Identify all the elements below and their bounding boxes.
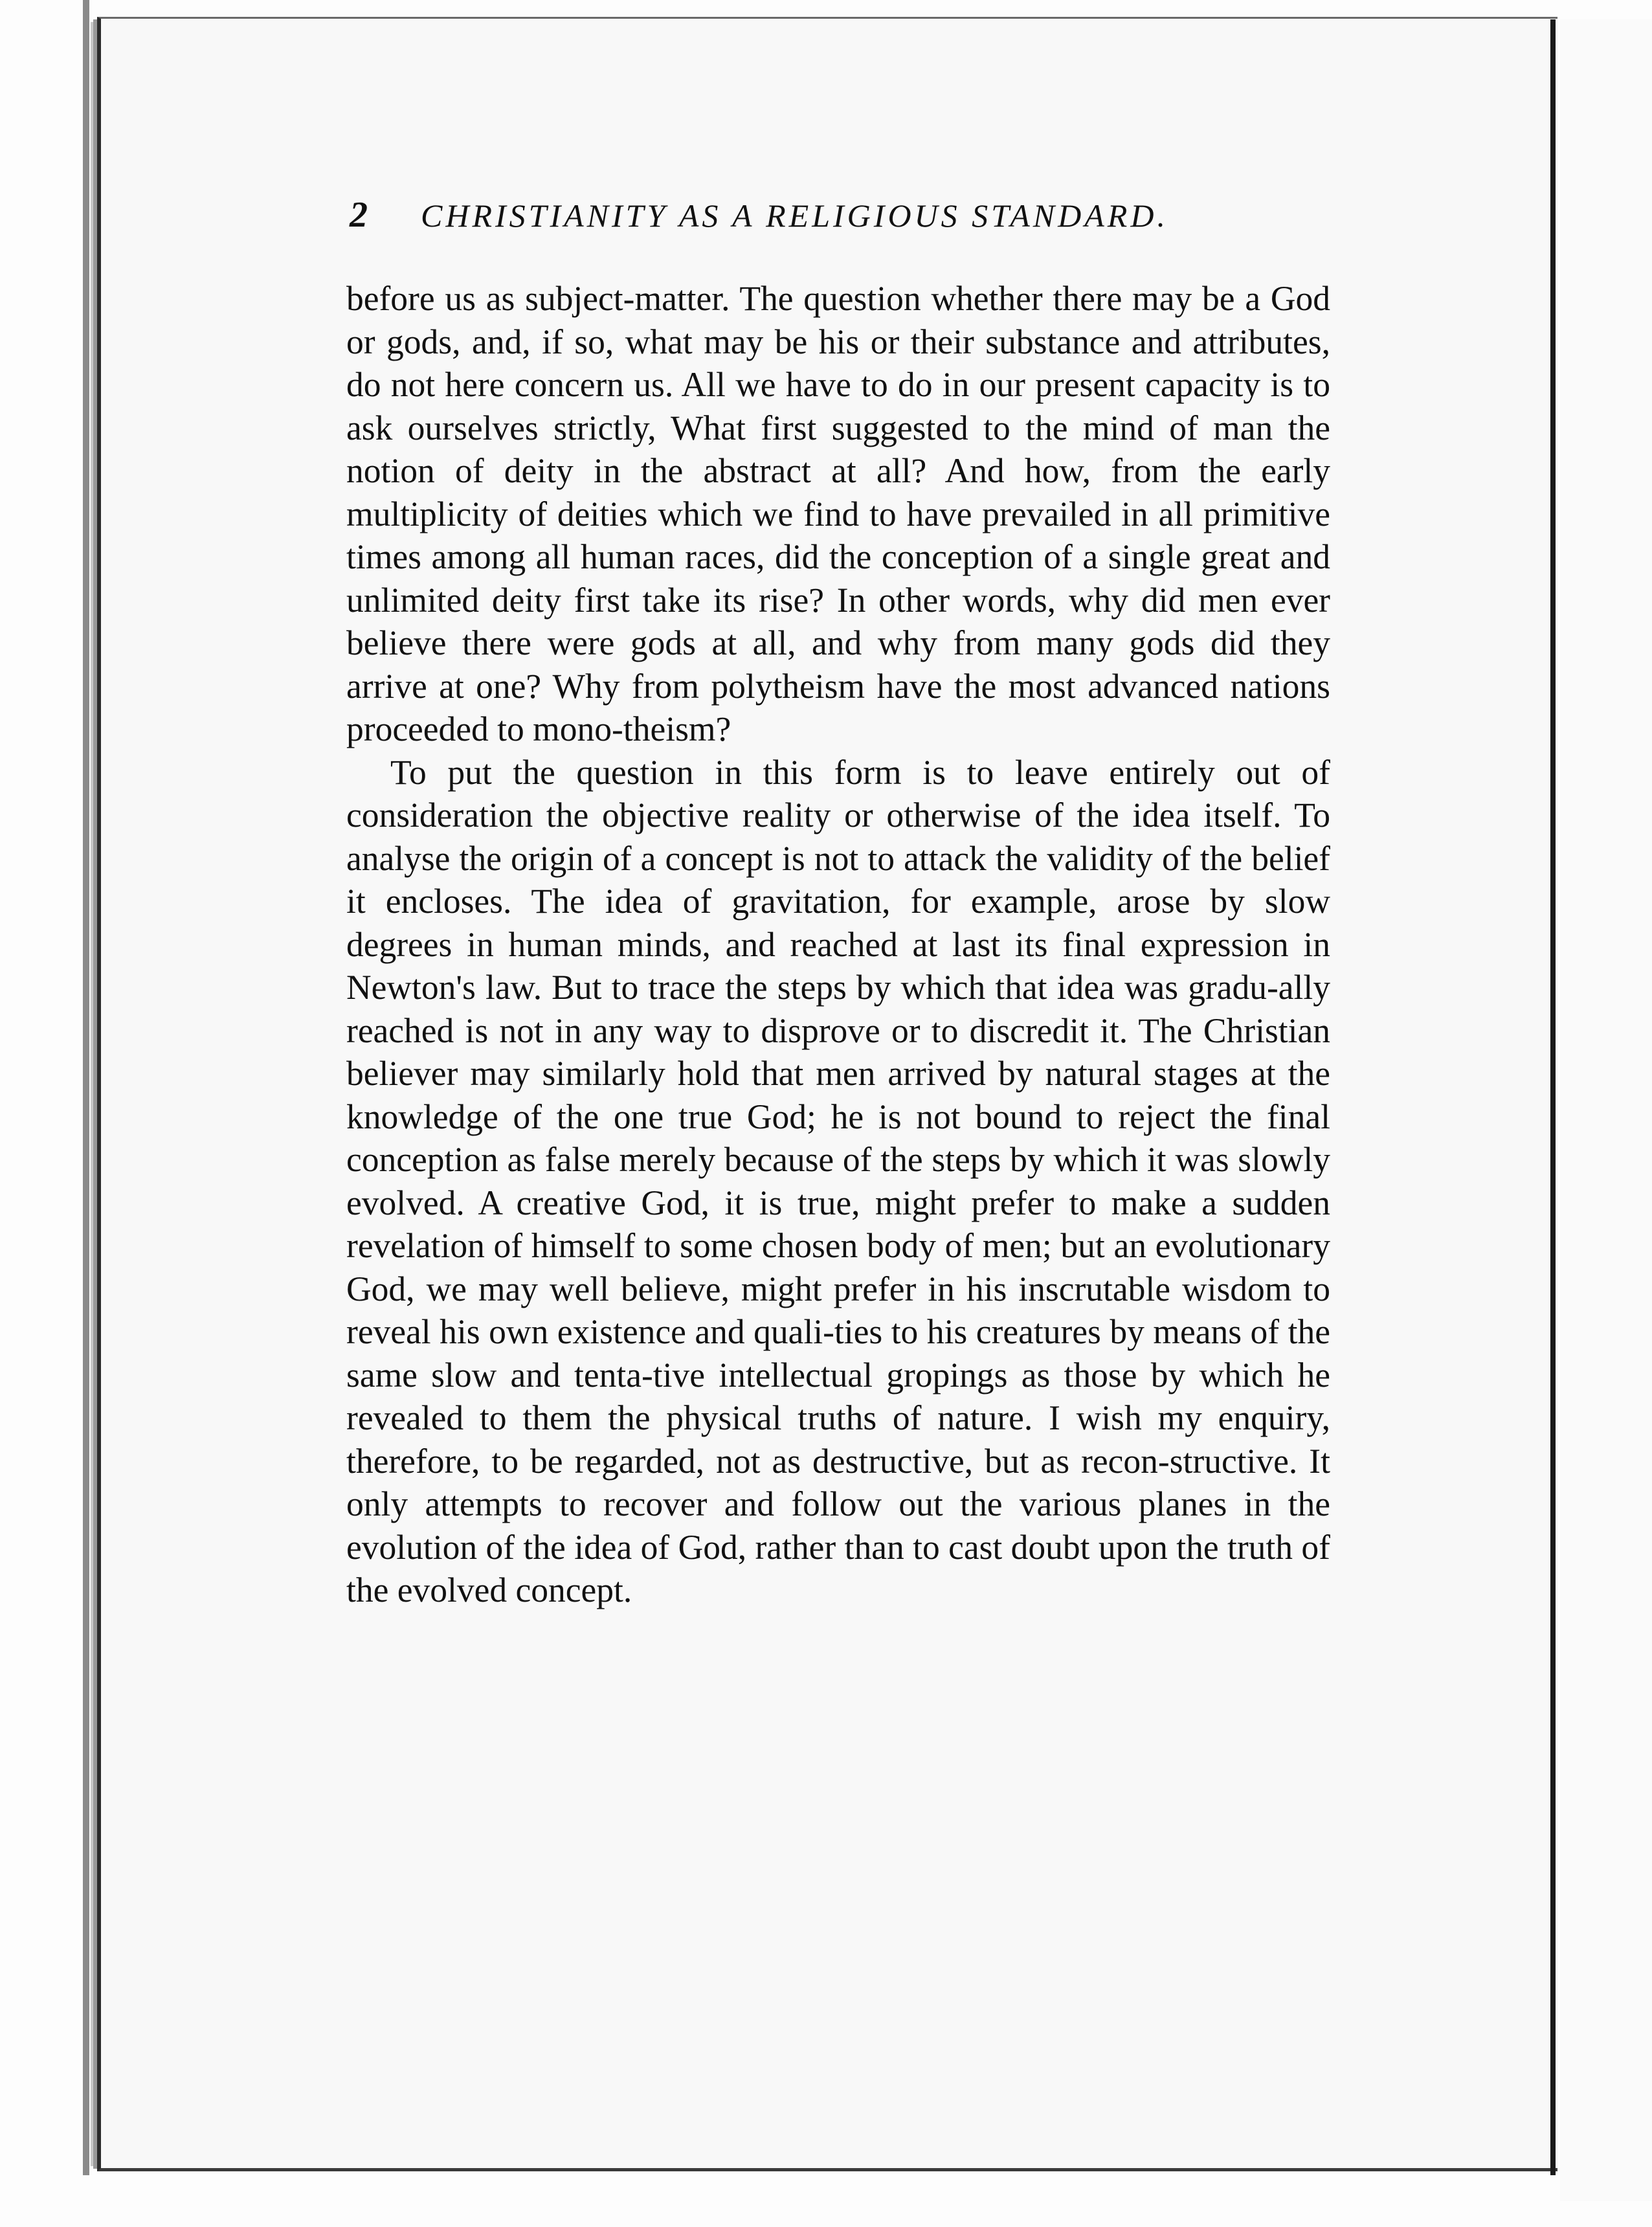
running-title: CHRISTIANITY AS A RELIGIOUS STANDARD. — [421, 197, 1168, 234]
running-head — [350, 194, 1334, 252]
page-number: 2 — [350, 195, 368, 235]
body-text — [346, 277, 1330, 1612]
adjacent-page-strip — [1560, 19, 1652, 2201]
paragraph-1: before us as subject-matter. The question whether there may be a God or gods, and, if so, what may be his or their substance and attributes, do not here concern us. All we have to do in our present capacity is to ask ourselves strictly, What first suggested to the mind of man the notion of deity in the abstract at all? And how, from the early multiplicity of deities which we find to have prevailed in all primitive times among all human races, did the conception of a single great and unlimited deity first take its rise? In other words, why did men ever believe there were gods at all, and why from many gods did they arrive at one? Why from polytheism have the most advanced nations proceeded to mono-theism? — [346, 279, 1330, 748]
page-right-edge — [1550, 19, 1556, 2175]
binding-edge — [83, 0, 89, 2175]
paragraph-2: To put the question in this form is to leave entirely out of consideration the objective reality or otherwise of the idea itself. To analyse the origin of a concept is not to attack the validity of the belief it encloses. The idea of gravitation, for example, arose by slow degrees in human minds, and reached at last its final expression in Newton's law. But to trace the steps by which that idea was gradu-ally reached is not in any way to disprove or to discredit it. The Christian believer may similarly hold that men arrived by natural stages at the knowledge of the one true God; he is not bound to reject the final conception as false merely because of the steps by which it was slowly evolved. A creative God, it is true, might prefer to make a sudden revelation of himself to some chosen body of men; but an evolutionary God, we may well believe, might prefer in his inscrutable wisdom to reveal his own existence and quali-ties to his creatures by means of the same slow and tenta-tive intellectual gropings as those by which he revealed to them the physical truths of nature. I wish my enquiry, therefore, to be regarded, not as destructive, but as recon-structive. It only attempts to recover and follow out the various planes in the evolution of the idea of God, rather than to cast doubt upon the truth of the evolved concept. — [346, 752, 1330, 1609]
